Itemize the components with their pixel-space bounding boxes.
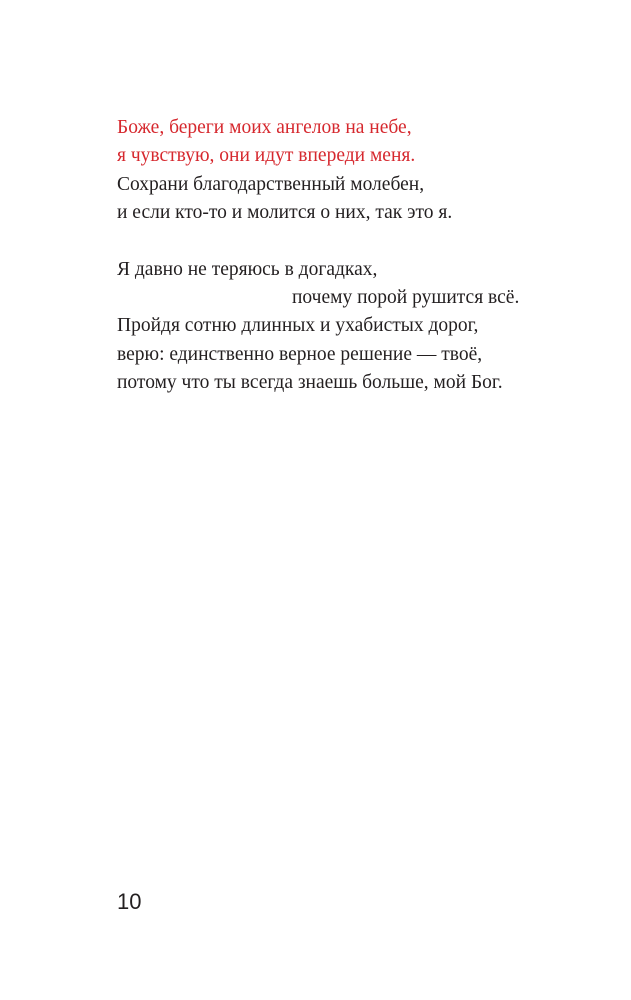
- poem-line: Я давно не теряюсь в догадках,: [117, 258, 378, 280]
- poem-line-accent: я чувствую, они идут впереди меня.: [117, 145, 416, 167]
- poem-line-accent: Боже, береги моих ангелов на небе,: [117, 117, 412, 138]
- poem-line: верю: единственно верное решение — твоё,: [117, 343, 483, 365]
- poem-line: потому что ты всегда знаешь больше, мой Бог.: [117, 372, 503, 394]
- stanza-2: [117, 256, 587, 398]
- stanza-break: [117, 228, 587, 256]
- poem: [117, 114, 587, 398]
- page-number: 10: [117, 889, 142, 914]
- poem-line: и если кто-то и молится о них, так это я.: [117, 202, 453, 224]
- poem-line: Пройдя сотню длинных и ухабистых дорог,: [117, 315, 479, 337]
- stanza-1: [117, 114, 587, 228]
- poem-line-indented: почему порой рушится всё.: [292, 287, 520, 309]
- poem-line: Сохрани благодарственный молебен,: [117, 173, 425, 195]
